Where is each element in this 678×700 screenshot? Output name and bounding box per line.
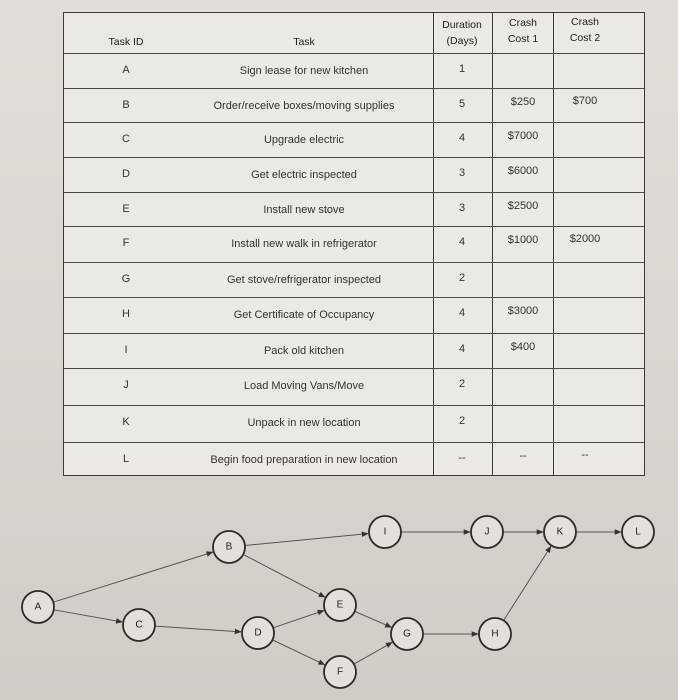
task-id-cell: K	[122, 416, 130, 428]
node-b	[213, 531, 245, 563]
task-name-cell: Get stove/refrigerator inspected	[226, 274, 382, 286]
edge-b-e	[243, 554, 325, 597]
node-label: I	[383, 526, 387, 538]
crash-cost-1-cell: $3000	[507, 305, 539, 317]
node-label: B	[225, 541, 233, 553]
crash-cost-1-cell: $7000	[507, 130, 539, 142]
edge-a-c	[54, 610, 123, 622]
crash-cost-1-cell: --	[519, 450, 527, 462]
task-id-cell: D	[122, 168, 130, 180]
duration-cell: 4	[458, 132, 466, 144]
crash-cost-1-cell: $400	[510, 341, 536, 353]
task-id-cell: A	[122, 64, 130, 76]
node-c	[123, 609, 155, 641]
node-k	[544, 516, 576, 548]
task-name-cell: Pack old kitchen	[263, 345, 345, 357]
edge-e-g	[355, 611, 392, 627]
task-id-cell: I	[124, 344, 128, 356]
node-label: E	[336, 599, 344, 611]
task-id-cell: E	[122, 203, 130, 215]
task-name-cell: Get electric inspected	[251, 169, 357, 181]
duration-cell: 3	[458, 167, 466, 179]
crash-cost-1-cell: $250	[510, 96, 536, 108]
crash-cost-2-cell: $2000	[569, 233, 601, 245]
task-name-cell: Order/receive boxes/moving supplies	[213, 100, 395, 112]
edge-c-d	[155, 626, 241, 632]
node-d	[242, 617, 274, 649]
crash-cost-1-cell: $2500	[507, 200, 539, 212]
node-h	[479, 618, 511, 650]
crash-cost-1-cell: $6000	[507, 165, 539, 177]
duration-cell: 2	[458, 272, 466, 284]
crash-cost-2-cell: --	[581, 449, 589, 461]
task-name-cell: Install new stove	[263, 204, 345, 216]
header-duration-unit: (Days)	[446, 35, 478, 47]
task-id-cell: G	[121, 273, 131, 285]
task-name-cell: Unpack in new location	[247, 417, 361, 429]
edge-b-i	[245, 534, 368, 546]
node-l	[622, 516, 654, 548]
edge-d-f	[272, 640, 324, 665]
header-duration: Duration	[442, 19, 482, 31]
task-id-cell: L	[122, 453, 130, 465]
node-label: D	[254, 627, 262, 639]
task-name-cell: Begin food preparation in new location	[210, 454, 398, 466]
crash-cost-2-cell: $700	[572, 95, 598, 107]
task-name-cell: Sign lease for new kitchen	[239, 65, 369, 77]
node-f	[324, 656, 356, 688]
task-name-cell: Get Certificate of Occupancy	[233, 309, 375, 321]
node-label: F	[336, 666, 344, 678]
duration-cell: 1	[458, 63, 466, 75]
duration-cell: 4	[458, 307, 466, 319]
duration-cell: 2	[458, 415, 466, 427]
node-label: G	[403, 628, 411, 640]
task-id-cell: F	[122, 237, 130, 249]
header-task-id: Task ID	[108, 36, 144, 48]
task-name-cell: Load Moving Vans/Move	[243, 380, 365, 392]
header-crash-cost-1: Crash	[508, 17, 537, 29]
task-id-cell: B	[122, 99, 130, 111]
duration-cell: 4	[458, 343, 466, 355]
node-label: L	[635, 526, 641, 538]
task-id-cell: C	[122, 133, 130, 145]
node-label: H	[491, 628, 499, 640]
task-id-cell: J	[123, 379, 129, 391]
duration-cell: --	[458, 452, 466, 464]
crash-cost-1-cell: $1000	[507, 234, 539, 246]
duration-cell: 5	[458, 98, 466, 110]
header-crash-cost-1-sub: Cost 1	[507, 33, 539, 45]
node-label: J	[484, 526, 490, 538]
duration-cell: 4	[458, 236, 466, 248]
node-label: C	[135, 619, 143, 631]
duration-cell: 3	[458, 202, 466, 214]
node-label: A	[34, 601, 42, 613]
node-j	[471, 516, 503, 548]
node-i	[369, 516, 401, 548]
task-name-cell: Install new walk in refrigerator	[231, 238, 377, 250]
node-label: K	[556, 526, 564, 538]
duration-cell: 2	[458, 378, 466, 390]
node-e	[324, 589, 356, 621]
task-name-cell: Upgrade electric	[263, 134, 345, 146]
node-g	[391, 618, 423, 650]
edge-f-g	[354, 642, 392, 664]
header-crash-cost-2-sub: Cost 2	[569, 32, 601, 44]
edge-a-b	[53, 552, 213, 602]
edge-h-k	[504, 546, 551, 620]
header-task: Task	[293, 36, 315, 48]
header-crash-cost-2: Crash	[570, 16, 599, 28]
task-id-cell: H	[122, 308, 130, 320]
node-a	[22, 591, 54, 623]
edge-d-e	[273, 610, 324, 627]
